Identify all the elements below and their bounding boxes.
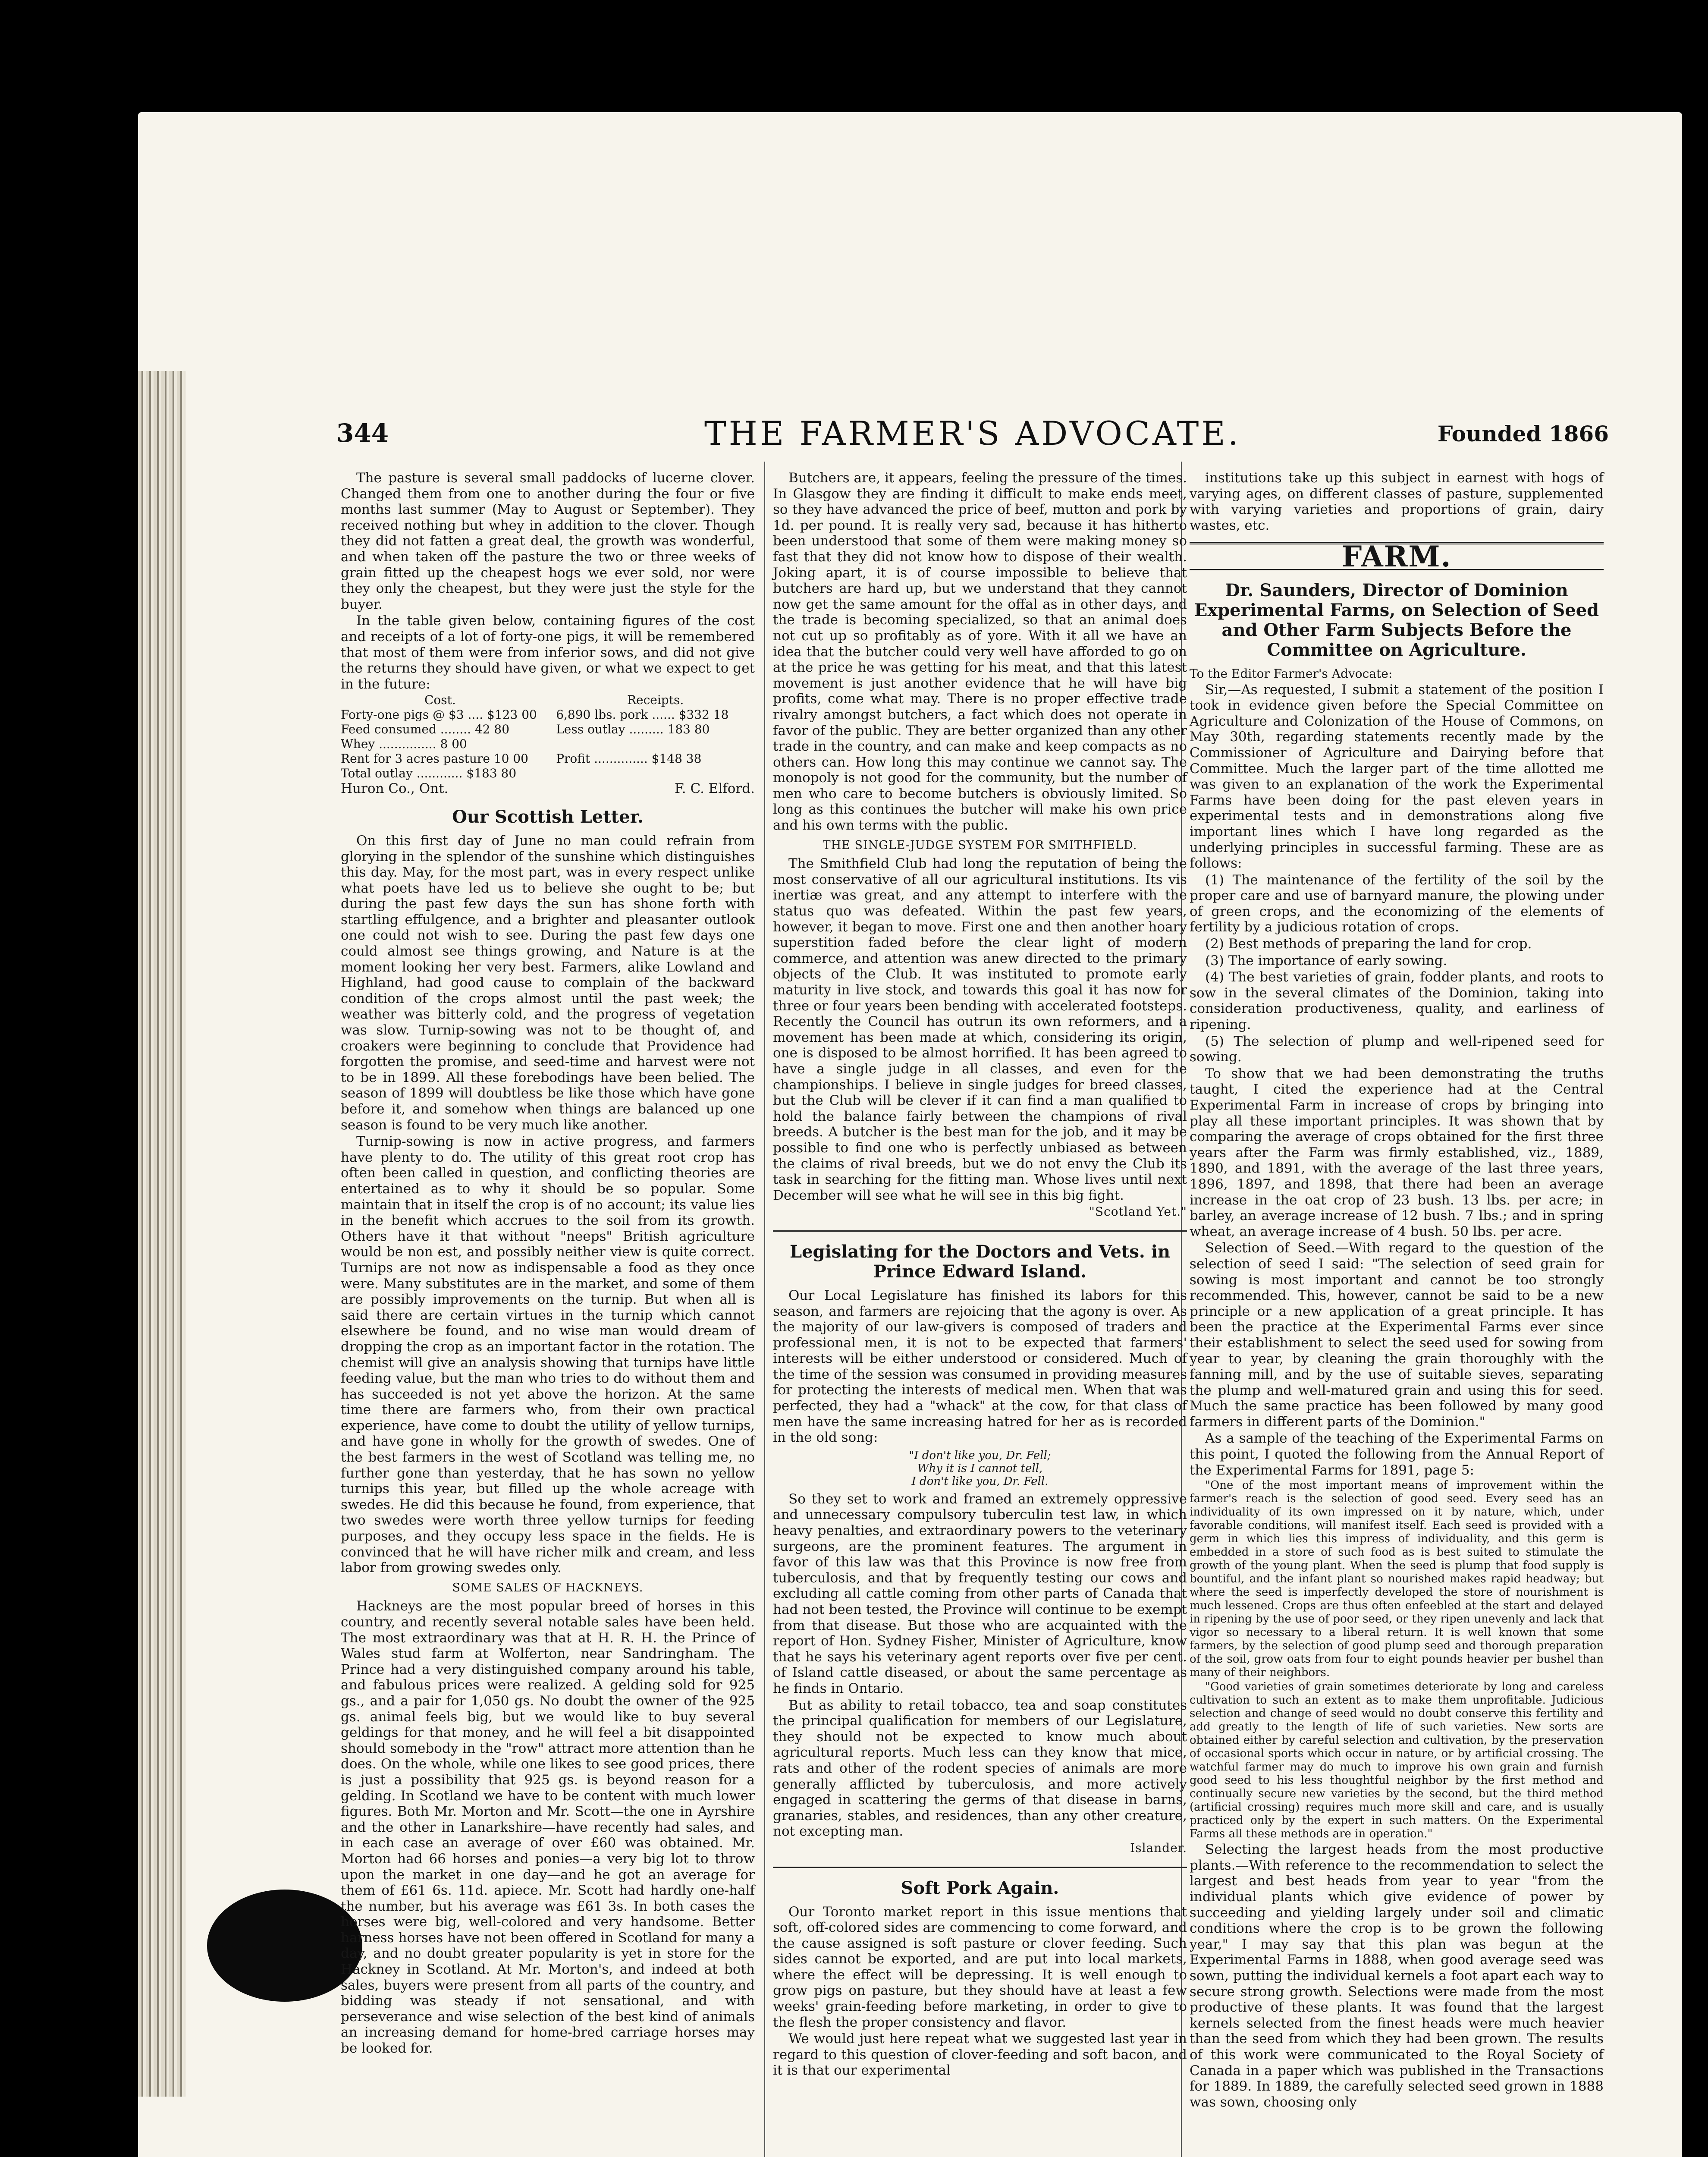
cost-receipts-table (341, 693, 755, 781)
section-heading-farm: FARM. (1190, 542, 1604, 570)
table-cell: Forty-one pigs @ $3 .... $123 00 (341, 707, 537, 722)
founded-year: Founded 1866 (1437, 421, 1609, 446)
quotation: "Good varieties of grain sometimes deteriorate by long and careless cultivation to such an extent as to make them unprofitable. Judicious selection and change of seed would no doubt conserve this fertility and add greatly to the length of life of such varieties. New sorts are obtained either by careful selection and cultivation, by the preservation of occasional sports which occur in nature, or by artificial crossing. The watchful farmer may do much to improve his own grain and furnish good seed to his less thoughtful neighbor by the first method and continually secure new varieties by the second, but the third method (artificial crossing) requires much more skill and care, and is usually practiced only by the expert in such matters. On the Experimental Farms all these methods are in operation." (1190, 1680, 1604, 1841)
table-header-cost: Cost. (424, 693, 456, 707)
byline-author: F. C. Elford. (675, 781, 755, 797)
column-1 (341, 470, 755, 2057)
scan-border-left (0, 0, 138, 2157)
signature: "Scotland Yet." (1089, 1204, 1187, 1219)
book-binding-edge (138, 371, 185, 2097)
table-cell: 6,890 lbs. pork ...... $332 18 (556, 707, 729, 722)
table-cell: Feed consumed ........ 42 80 (341, 722, 510, 737)
paragraph: (3) The importance of early sowing. (1205, 953, 1447, 968)
article-heading: Legislating for the Doctors and Vets. in Prince Edward Island. (789, 1241, 1171, 1282)
paragraph: In the table given below, containing figures of the cost and receipts of a lot of forty-one pigs, it will be remembered that most of them were from inferior sows, and did not give the returns they should have given, or what we expect to get in the future: (341, 613, 755, 692)
article-heading: Soft Pork Again. (901, 1877, 1059, 1898)
article-heading: Dr. Saunders, Director of Dominion Experimental Farms, on Selection of Seed and Other Farm Subjects Before the Committee on Agriculture. (1194, 580, 1599, 660)
paragraph: Our Local Legislature has finished its labors for this season, and farmers are rejoicing that the agony is over. As the majority of our law-givers is composed of traders and professional men, it is not to be expected that farmers' interests will be either understood or considered. Much of the time of the session was consumed in providing measures for protecting the interests of medical men. When that was perfected, they had a "whack" at the cow, for that class of men have the same increasing hatred for her as is recorded in the old song: (773, 1287, 1187, 1446)
paragraph: institutions take up this subject in earnest with hogs of varying ages, on different classes of pasture, supplemented with varying varieties and proportions of grain, dairy wastes, etc. (1190, 470, 1604, 533)
table-cell: Rent for 3 acres pasture 10 00 (341, 751, 528, 766)
salutation: To the Editor Farmer's Advocate: (1190, 666, 1393, 681)
divider (773, 1867, 1187, 1868)
paragraph: Selecting the largest heads from the most productive plants.—With reference to the recommendation to select the largest and best heads from year to year "from the individual plants which give evidence of power by succeeding and yielding largely under soil and climatic conditions where the crop is to be grown the following year," I may say that this plan was begun at the Experimental Farms in 1888, when good average seed was sown, putting the individual kernels a foot apart each way to secure strong growth. Selections were made from the most productive of these plants. It was found that the largest kernels selected from the finest heads were much heavier than the seed from which they had been grown. The results of this work were communicated to the Royal Society of Canada in a paper which was published in the Transactions for 1889. In 1889, the carefully selected seed grown in 1888 was sown, choosing only (1190, 1842, 1604, 2110)
table-cell: Whey ............... 8 00 (341, 737, 467, 751)
column-3 (1190, 470, 1604, 2111)
scan-border-right (1682, 0, 1708, 2157)
paragraph: Turnip-sowing is now in active progress, and farmers have plenty to do. The utility of this great root crop has often been called in question, and conflicting theories are entertained as to why it should be so popular. Some maintain that in itself the crop is of no account; its value lies in the benefit which accrues to the soil from its growth. Others have it that without "neeps" British agriculture would be non est, and possibly neither view is quite correct. Turnips are not now as indispensable a food as they once were. Many substitutes are in the market, and some of them are possibly improvements on the turnip. But when all is said there are certain virtues in the turnip which cannot elsewhere be found, and no wise man would dream of dropping the crop as an important factor in the rotation. The chemist will give an analysis showing that turnips have little feeding value, but the man who tries to do without them and has succeeded is not yet above the horizon. At the same time there are farmers who, from their own practical experience, have come to doubt the utility of yellow turnips, and have gone in wholly for the growth of swedes. One of the best farmers in the west of Scotland was telling me, no further gone than yesterday, that he has sown no yellow turnips this year, but filled up the whole acreage with swedes. He did this because he found, from experience, that two swedes were worth three yellow turnips for feeding purposes, and they occupy less space in the fields. He is convinced that he will have richer milk and cream, and less labor from growing swedes only. (341, 1134, 755, 1576)
paragraph: Sir,—As requested, I submit a statement of the position I took in evidence given before the Special Committee on Agriculture and Colonization of the House of Commons, on May 30th, regarding statements recently made by the Commissioner of Agriculture and Dairying before that Committee. Much the larger part of the time allotted me was given to an explanation of the work the Experimental Farms have been doing for the past eleven years in experimental tests and in demonstrations along five important lines which I have long regarded as the underlying principles in successful farming. These are as follows: (1190, 682, 1604, 871)
table-cell: Profit .............. $148 38 (556, 751, 702, 766)
publication-title: THE FARMER'S ADVOCATE. (704, 414, 1241, 453)
scan-border-top (0, 0, 1708, 129)
table-total: Total outlay ............ $183 80 (341, 766, 517, 781)
paragraph: (4) The best varieties of grain, fodder plants, and roots to sow in the several climates of the Dominion, taking into consideration productiveness, quality, and earliness of ripening. (1190, 969, 1604, 1033)
paragraph: (1) The maintenance of the fertility of the soil by the proper care and use of barnyard manure, the plowing under of green crops, and the economizing of the elements of fertility by a judicious rotation of crops. (1190, 872, 1604, 935)
thumb-shadow (207, 1890, 362, 2002)
paragraph: But as ability to retail tobacco, tea and soap constitutes the principal qualification for members of our Legislature, they should not be expected to know much about agricultural reports. Much less can they know that mice, rats and other of the rodent species of animals are more generally afflicted by tuberculosis, and more actively engaged in scattering the germs of that disease in barns, granaries, stables, and residences, than any other creature, not excepting man. (773, 1697, 1187, 1839)
paragraph: As a sample of the teaching of the Experimental Farms on this point, I quoted the following from the Annual Report of the Experimental Farms for 1891, page 5: (1190, 1431, 1604, 1478)
paragraph: Hackneys are the most popular breed of horses in this country, and recently several notable sales have been held. The most extraordinary was that at H. R. H. the Prince of Wales stud farm at Wolferton, near Sandringham. The Prince had a very distinguished company around his table, and fabulous prices were realized. A gelding sold for 925 gs., and a pair for 1,050 gs. No doubt the owner of the 925 gs. animal feels big, but we would like to buy several geldings for that money, and he will feel a bit disappointed should somebody in the "row" attract more attention than he does. On the whole, while one likes to see good prices, there is just a possibility that 925 gs. is beyond reason for a gelding. In Scotland we have to be content with much lower figures. Both Mr. Morton and Mr. Scott—the one in Ayrshire and the other in Lanarkshire—have recently had sales, and in each case an average of over £60 was obtained. Mr. Morton had 66 horses and ponies—a very big lot to throw upon the market in one day—and he got an average for them of £61 6s. 11d. apiece. Mr. Scott had hardly one-half the number, but his average was £61 3s. In both cases the horses were big, well-colored and very handsome. Better harness horses have not been offered in Scotland for many a day, and no doubt greater popularity is yet in store for the Hackney in Scotland. At Mr. Morton's, and indeed at both sales, buyers were present from all parts of the country, and bidding was steady if not sensational, and with perseverance and wise selection of the best kind of animals an increasing demand for home-bred carriage horses may be looked for. (341, 1598, 755, 2056)
byline-place: Huron Co., Ont. (341, 781, 449, 797)
paragraph: Selection of Seed.—With regard to the question of the selection of seed I said: "The selection of seed grain for sowing is most important and cannot be too strongly recommended. This, however, cannot be said to be a new principle or a new application of a great principle. It has been the practice at the Experimental Farms ever since their establishment to select the seed used for sowing from year to year, by cleaning the grain thoroughly with the fanning mill, and by the use of suitable sieves, separating the plump and well-matured grain and using this for seed. Much the same practice has been followed by many good farmers in different parts of the Dominion." (1190, 1240, 1604, 1430)
table-cell (556, 737, 755, 751)
table-cell: Less outlay ......... 183 80 (556, 722, 710, 737)
paragraph: To show that we had been demonstrating the truths taught, I cited the experience had at the Central Experimental Farm in increase of crops by bringing into play all these important principles. It was shown that by comparing the average of crops obtained for the first three years after the Farm was firmly established, viz., 1889, 1890, and 1891, with the average of the last three years, 1896, 1897, and 1898, that there had been an average increase in the oat crop of 23 bush. 13 lbs. per acre; in barley, an average increase of 12 bush. 7 lbs.; and in spring wheat, an average increase of 4 bush. 50 lbs. per acre. (1190, 1066, 1604, 1239)
subheading: THE SINGLE-JUDGE SYSTEM FOR SMITHFIELD. (823, 838, 1137, 852)
paragraph: The pasture is several small paddocks of lucerne clover. Changed them from one to another during the four or five months last summer (May to August or September). They received nothing but whey in addition to the clover. Though they did not fatten a great deal, the growth was wonderful, and when taken off the pasture the two or three weeks of grain fitted up the cheapest hogs we ever sold, nor were they only the cheapest, but they were just the style for the buyer. (341, 470, 755, 612)
verse-line: Why it is I cannot tell, (917, 1462, 1043, 1475)
paragraph: (5) The selection of plump and well-ripened seed for sowing. (1190, 1033, 1604, 1065)
paragraph: On this first day of June no man could refrain from glorying in the splendor of the sunshine which distinguishes this day. May, for the most part, was in every respect unlike what poets have led us to believe she ought to be; but during the past few days the sun has shone forth with startling effulgence, and a brighter and pleasanter outlook one could not wish to see. During the past few days one could almost see things growing, and Nature is at the moment looking her very best. Farmers, alike Lowland and Highland, had good cause to complain of the backward condition of the crops almost until the past week; the weather was bitterly cold, and the progress of vegetation was slow. Turnip-sowing was not to be thought of, and croakers were beginning to conclude that Providence had forgotten the promise, and seed-time and harvest were not to be in 1899. All these forebodings have been belied. The season of 1899 will doubtless be like those which have gone before it, and somehow when things are balanced up one season is found to be very much like another. (341, 833, 755, 1133)
page-number: 344 (336, 418, 389, 448)
paragraph: (2) Best methods of preparing the land for crop. (1205, 936, 1532, 952)
column-divider (764, 462, 765, 2157)
paragraph: Our Toronto market report in this issue mentions that soft, off-colored sides are commencing to come forward, and the cause assigned is soft pasture or clover feeding. Such sides cannot be exported, and are put into local markets, where the effect will be depressing. It is well enough to grow pigs on pasture, but they should have at least a few weeks' grain-feeding before marketing, in order to give to the flesh the proper consistency and flavor. (773, 1904, 1187, 2030)
byline (341, 781, 755, 797)
subheading: SOME SALES OF HACKNEYS. (452, 1581, 644, 1594)
quotation: "One of the most important means of improvement within the farmer's reach is the selection of good seed. Every seed has an individuality of its own impressed on it by nature, which, under favorable conditions, will manifest itself. Each seed is provided with a germ in which lies this impress of individuality, and this germ is embedded in a store of such food as is best suited to stimulate the growth of the young plant. When the seed is plump that food supply is bountiful, and the infant plant so nourished makes rapid headway; but where the seed is imperfectly developed the store of nourishment is much lessened. Crops are thus often enfeebled at the start and delayed in ripening by the use of poor seed, or they ripen unevenly and lack that vigor so necessary to a liberal return. It is well known that some farmers, by the selection of good plump seed and thorough preparation of the soil, grow oats from four to eight pounds heavier per bushel than many of their neighbors. (1190, 1479, 1604, 1679)
paragraph: So they set to work and framed an extremely oppressive and unnecessary compulsory tuberculin test law, in which heavy penalties, and extraordinary powers to the veterinary surgeons, are the prominent features. The argument in favor of this law was that this Province is now free from tuberculosis, and that by frequently testing our cows and excluding all cattle coming from other parts of Canada that had not been tested, the Province will continue to be exempt from that disease. But those who are acquainted with the report of Hon. Sydney Fisher, Minister of Agriculture, know that he says his veterinary agent reports over five per cent. of Island cattle diseased, or about the same percentage as he finds in Ontario. (773, 1491, 1187, 1696)
verse (773, 1449, 1187, 1488)
paragraph: The Smithfield Club had long the reputation of being the most conservative of all our agricultural institutions. Its vis inertiæ was great, and any attempt to interfere with the status quo was defeated. Within the past few years, however, it began to move. First one and then another hoary superstition faded before the clear light of modern commerce, and attention was anew directed to the primary objects of the Club. It was instituted to promote early maturity in live stock, and towards this goal it has now for three or four years been bending with accelerated footsteps. Recently the Council has outrun its own reformers, and a movement has been made at which, considering its origin, one is disposed to be almost horrified. It has been agreed to have a single judge in all classes, and even for the championships. I believe in single judges for breed classes, but the Club will be clever if it can find a man qualified to hold the balance fairly between the champions of rival breeds. A butcher is the best man for the job, and it may be possible to find one who is perfectly unbiased as between the claims of rival breeds, but we do not envy the Club its task in searching for the fitting man. Whose lives until next December will see what he will see in this big fight. (773, 856, 1187, 1203)
article-heading: Our Scottish Letter. (452, 806, 644, 827)
paragraph: We would just here repeat what we suggested last year in regard to this question of clover-feeding and soft bacon, and it is that our experimental (773, 2031, 1187, 2078)
divider (773, 1230, 1187, 1232)
signature: Islander. (1130, 1840, 1187, 1855)
verse-line: "I don't like you, Dr. Fell; (909, 1449, 1051, 1462)
table-header-receipts: Receipts. (627, 693, 684, 707)
page-header (336, 414, 1609, 453)
paragraph: Butchers are, it appears, feeling the pressure of the times. In Glasgow they are finding it difficult to make ends meet, so they have advanced the price of beef, mutton and pork by 1d. per pound. It is really very sad, because it has hitherto been understood that some of them were making money so fast that they did not know how to dispose of their wealth. Joking apart, it is of course impossible to believe that butchers are hard up, but we understand that they cannot now get the same amount for the offal as in other days, and the trade is becoming specialized, so that an animal does not cut up so profitably as of yore. With it all we have an idea that the butcher could very well have afforded to go on at the price he was getting for his meat, and that this latest movement is just another evidence that he will have big profits, come what may. There is no proper effective trade rivalry amongst butchers, a fact which does not operate in favor of the public. They are better organized than any other trade in the country, and can make and keep compacts as no others can. How long this may continue we cannot say. The monopoly is not good for the community, but the number of men who care to become butchers is obviously limited. So long as this continues the butcher will make his own price and his own terms with the public. (773, 470, 1187, 833)
verse-line: I don't like you, Dr. Fell. (911, 1475, 1049, 1488)
column-2 (773, 470, 1187, 2079)
